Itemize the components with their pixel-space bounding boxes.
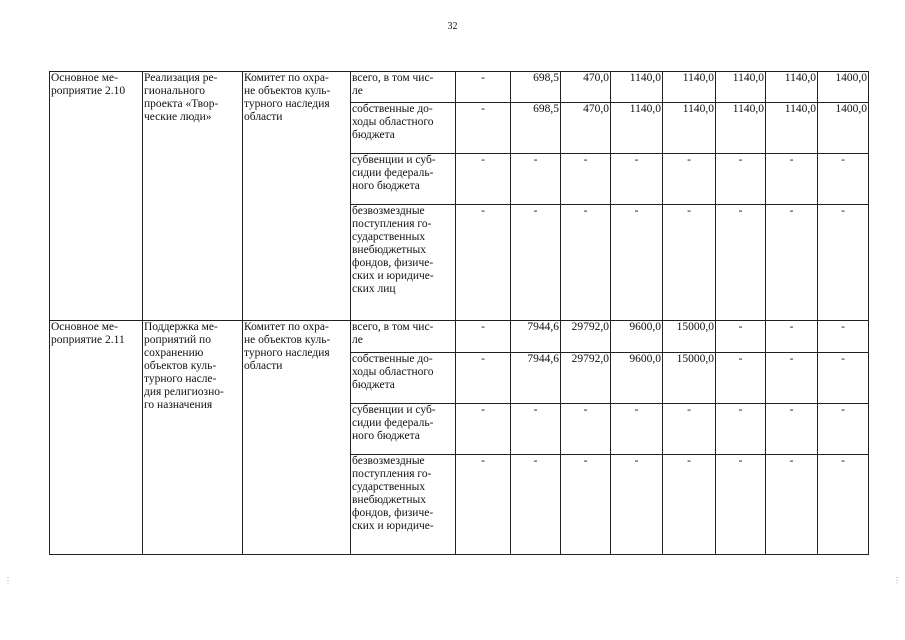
value-cell: - (561, 404, 611, 455)
value-cell: 1140,0 (716, 103, 766, 154)
value-cell: - (456, 103, 511, 154)
value-cell: 470,0 (561, 72, 611, 103)
value-cell: - (663, 205, 716, 321)
value-cell: - (561, 205, 611, 321)
value-cell: 15000,0 (663, 321, 716, 353)
value-cell: - (663, 455, 716, 555)
value-cell: 7944,6 (511, 321, 561, 353)
value-cell: 1400,0 (818, 72, 869, 103)
value-cell: 9600,0 (611, 353, 663, 404)
value-cell: - (663, 154, 716, 205)
page-number: 32 (447, 21, 458, 32)
value-cell: 1400,0 (818, 103, 869, 154)
value-cell: - (663, 404, 716, 455)
funding-source-label: всего, в том чис- ле (351, 72, 456, 103)
scan-mark: ⋮ (4, 576, 12, 585)
table-row (50, 72, 869, 103)
value-cell: - (611, 154, 663, 205)
value-cell: - (766, 154, 818, 205)
value-cell: - (818, 404, 869, 455)
executor-cell: Комитет по охра- не объектов куль- турного наследия области (243, 321, 351, 555)
budget-table (49, 71, 869, 555)
value-cell: - (818, 321, 869, 353)
value-cell: - (716, 455, 766, 555)
value-cell: - (766, 455, 818, 555)
value-cell: 1140,0 (716, 72, 766, 103)
value-cell: - (766, 321, 818, 353)
funding-source-label: всего, в том чис- ле (351, 321, 456, 353)
value-cell: - (766, 353, 818, 404)
value-cell: - (456, 205, 511, 321)
value-cell: - (561, 455, 611, 555)
value-cell: - (561, 154, 611, 205)
value-cell: - (511, 205, 561, 321)
scan-mark: ⋮ (893, 576, 901, 585)
value-cell: - (511, 154, 561, 205)
measure-cell: Основное ме- роприятие 2.10 (50, 72, 143, 321)
measure-name-cell: Реализация ре- гионального проекта «Твор- ческие люди» (143, 72, 243, 321)
value-cell: - (818, 205, 869, 321)
value-cell: 1140,0 (663, 103, 716, 154)
value-cell: - (818, 353, 869, 404)
measure-cell: Основное ме- роприятие 2.11 (50, 321, 143, 555)
value-cell: - (716, 353, 766, 404)
value-cell: - (456, 353, 511, 404)
value-cell: - (818, 154, 869, 205)
value-cell: - (766, 404, 818, 455)
value-cell: 698,5 (511, 103, 561, 154)
value-cell: 698,5 (511, 72, 561, 103)
funding-source-label: собственные до- ходы областного бюджета (351, 103, 456, 154)
funding-source-label: собственные до- ходы областного бюджета (351, 353, 456, 404)
value-cell: - (818, 455, 869, 555)
value-cell: 7944,6 (511, 353, 561, 404)
measure-name-cell: Поддержка ме- роприятий по сохранению объектов куль- турного насле- дия религиозно- го назначения (143, 321, 243, 555)
value-cell: - (766, 205, 818, 321)
value-cell: 1140,0 (663, 72, 716, 103)
value-cell: - (611, 404, 663, 455)
value-cell: - (716, 154, 766, 205)
value-cell: 29792,0 (561, 353, 611, 404)
value-cell: - (456, 154, 511, 205)
value-cell: 470,0 (561, 103, 611, 154)
value-cell: 9600,0 (611, 321, 663, 353)
value-cell: - (511, 404, 561, 455)
value-cell: - (456, 72, 511, 103)
value-cell: 1140,0 (766, 72, 818, 103)
funding-source-label: субвенции и суб- сидии федераль- ного бюджета (351, 154, 456, 205)
value-cell: - (716, 321, 766, 353)
value-cell: 1140,0 (766, 103, 818, 154)
funding-source-label: безвозмездные поступления го- сударственных внебюджетных фондов, физиче- ских и юридиче- ских лиц (351, 205, 456, 321)
value-cell: - (611, 455, 663, 555)
table-row (50, 321, 869, 353)
executor-cell: Комитет по охра- не объектов куль- турного наследия области (243, 72, 351, 321)
value-cell: 1140,0 (611, 72, 663, 103)
value-cell: - (611, 205, 663, 321)
value-cell: - (456, 321, 511, 353)
value-cell: 15000,0 (663, 353, 716, 404)
value-cell: - (456, 455, 511, 555)
value-cell: 29792,0 (561, 321, 611, 353)
funding-source-label: безвозмездные поступления го- сударственных внебюджетных фондов, физиче- ских и юридиче- (351, 455, 456, 555)
value-cell: - (716, 404, 766, 455)
value-cell: - (456, 404, 511, 455)
value-cell: - (716, 205, 766, 321)
value-cell: - (511, 455, 561, 555)
funding-source-label: субвенции и суб- сидии федераль- ного бюджета (351, 404, 456, 455)
value-cell: 1140,0 (611, 103, 663, 154)
